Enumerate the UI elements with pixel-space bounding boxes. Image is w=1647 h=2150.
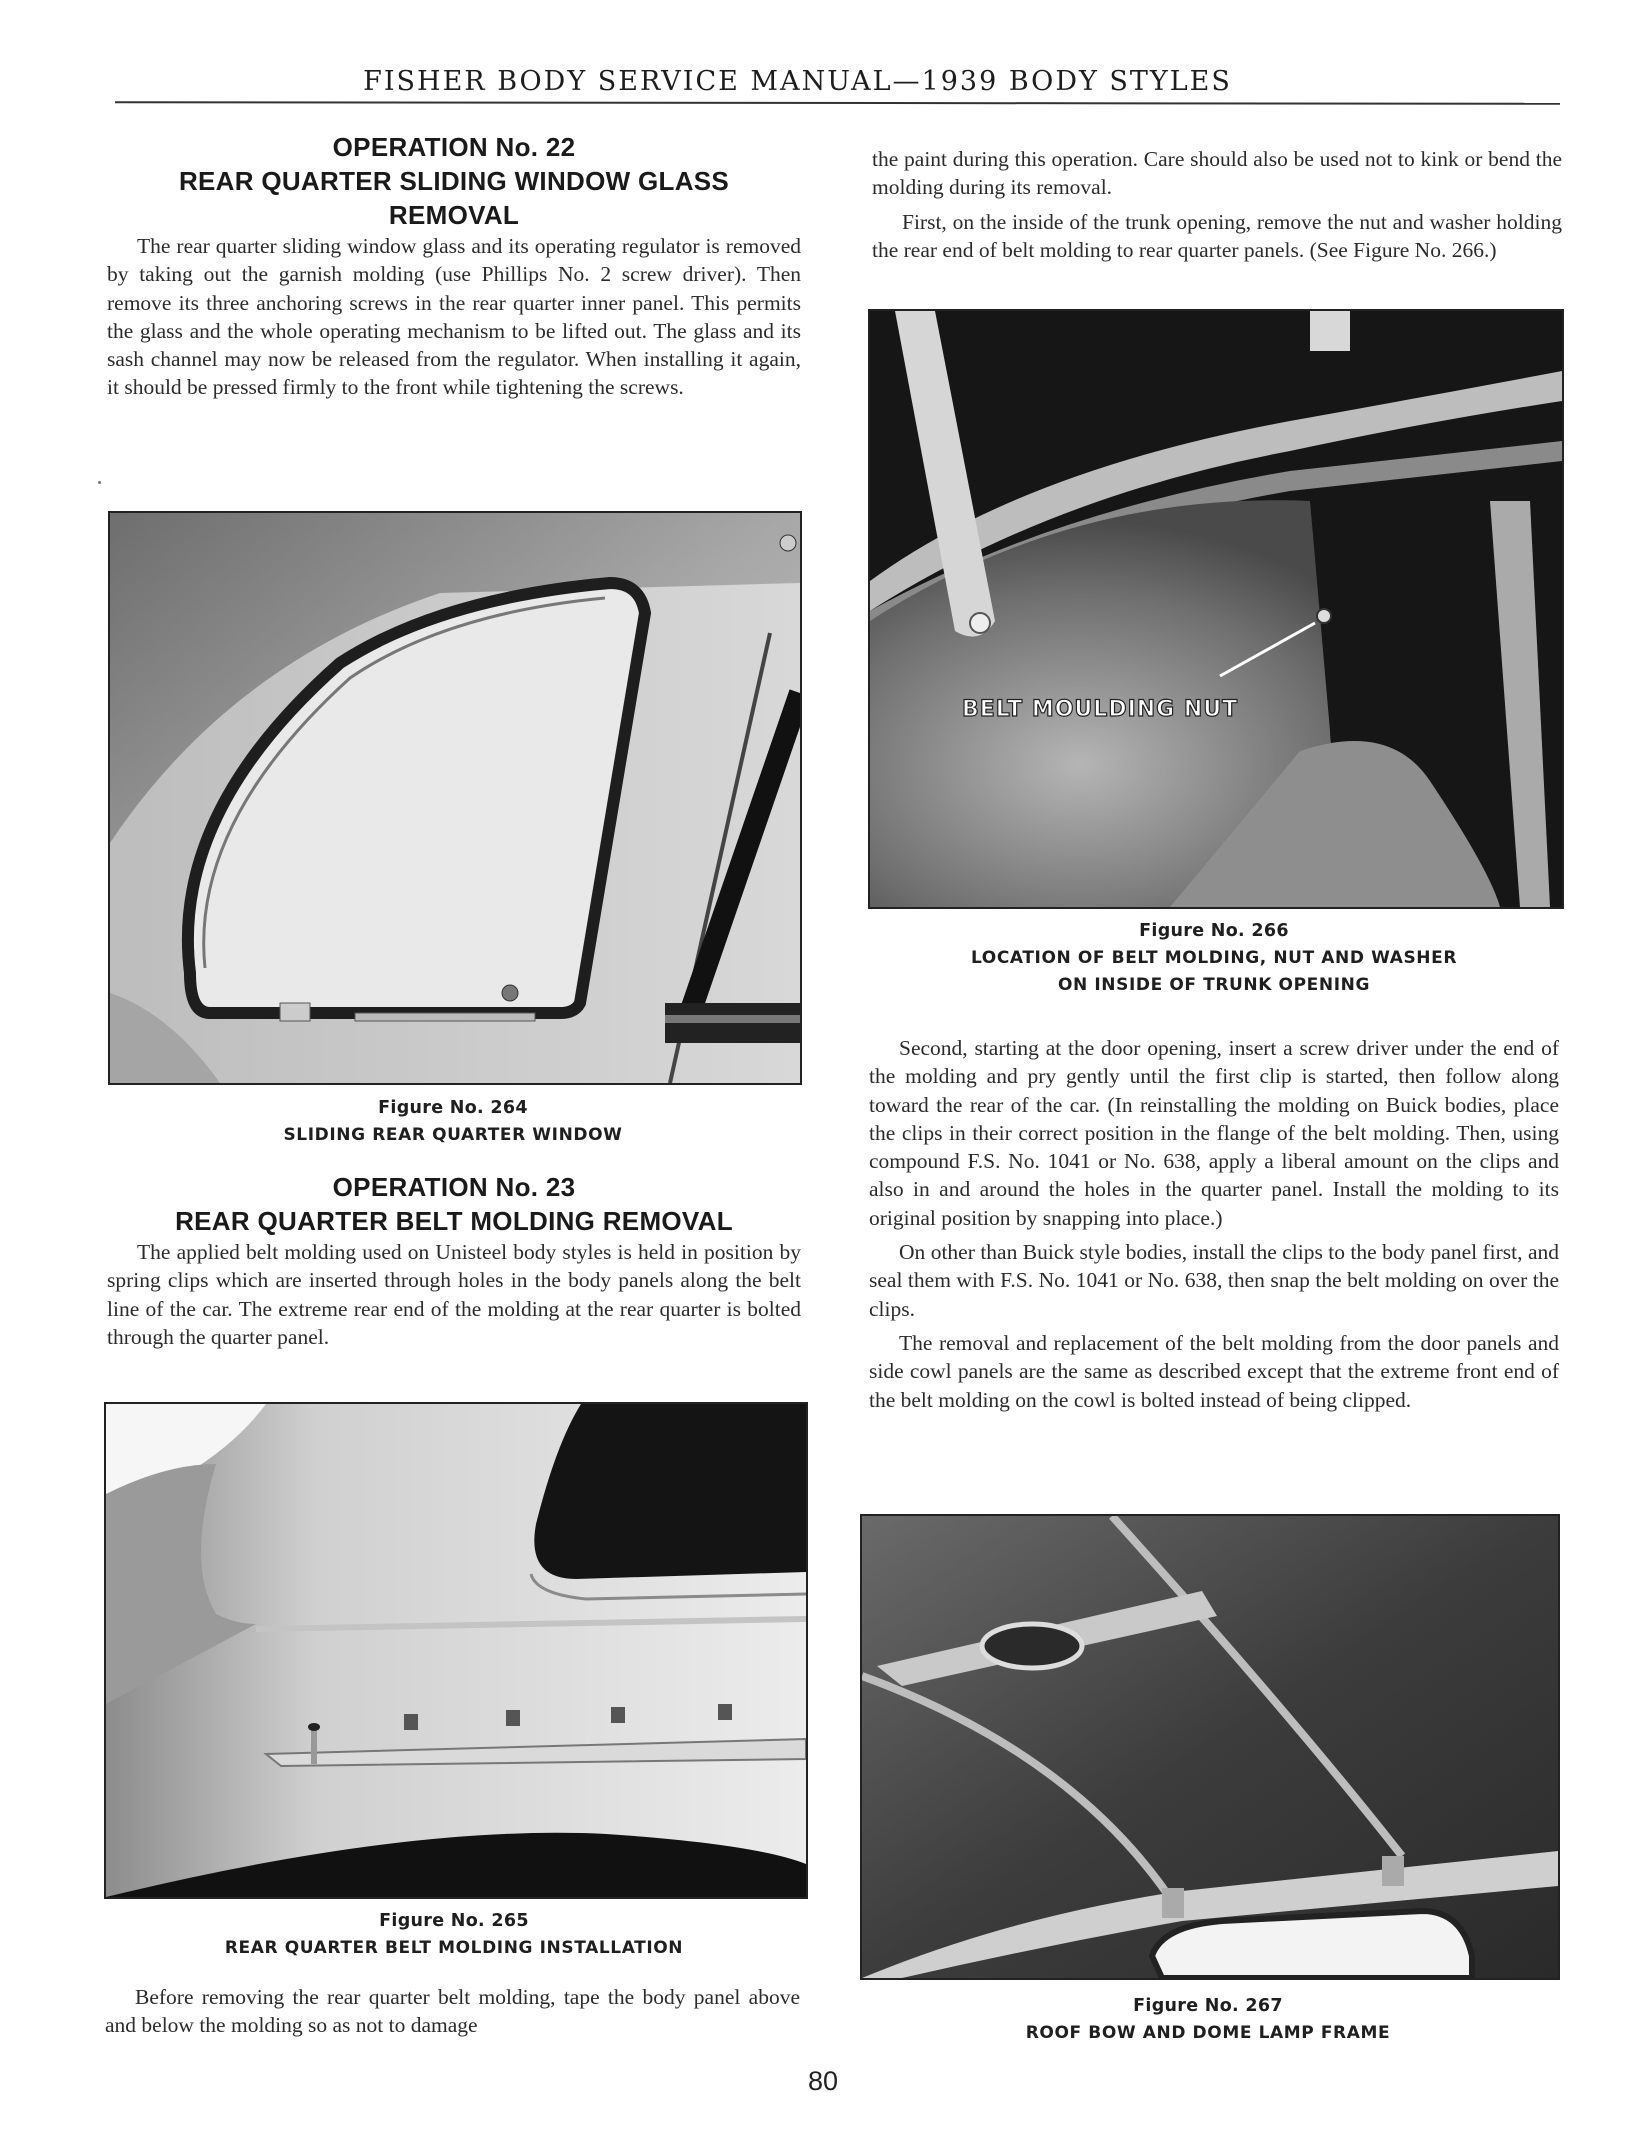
margin-mark xyxy=(98,481,101,484)
operation-22-heading xyxy=(107,130,801,232)
figure-265-number: Figure No. 265 xyxy=(379,1911,529,1931)
figure-264-number: Figure No. 264 xyxy=(378,1098,528,1118)
running-header: FISHER BODY SERVICE MANUAL—1939 BODY STYLES xyxy=(363,66,1232,97)
roof-bow-illustration xyxy=(862,1516,1558,1978)
figure-266-title-line2: ON INSIDE OF TRUNK OPENING xyxy=(1057,975,1370,995)
figure-266-photo xyxy=(868,309,1564,909)
paragraph-removal-replacement: The removal and replacement of the belt molding from the door panels and side cowl panels are the same as described except that the extreme front end of the belt molding on the cowl is bolted instead of being clipped. xyxy=(869,1330,1559,1412)
left-column xyxy=(107,130,801,402)
operation-23-title: REAR QUARTER BELT MOLDING REMOVAL xyxy=(175,1206,733,1236)
operation-23-section xyxy=(107,1170,801,1351)
figure-267-photo xyxy=(860,1514,1560,1980)
operation-23-heading xyxy=(107,1170,801,1238)
right-column-top xyxy=(872,145,1562,264)
figure-267-caption xyxy=(860,1993,1556,2047)
operation-22-number: OPERATION No. 22 xyxy=(332,132,576,162)
figure-265-photo xyxy=(104,1402,808,1899)
header-rule xyxy=(115,101,1560,105)
paragraph-second: Second, starting at the door opening, insert a screw driver under the end of the molding and pry gently until the first clip is started, then follow along toward the rear of the car. (In reinstalling the molding on Buick bodies, place the clips in their correct position in the flange of the belt molding. Then, using compound F.S. No. 1041 or No. 638, apply a liberal amount on the clips and also in and around the holes in the quarter panel. Install the molding to its original position by snapping into place.) xyxy=(869,1036,1559,1230)
figure-266-number: Figure No. 266 xyxy=(1139,921,1289,941)
paragraph-first: First, on the inside of the trunk opening, remove the nut and washer holding the rear end of belt molding to rear quarter panels. (See Figure No. 266.) xyxy=(872,209,1562,262)
operation-23-number: OPERATION No. 23 xyxy=(332,1172,576,1202)
figure-264-caption xyxy=(108,1095,798,1149)
sliding-window-illustration xyxy=(110,513,800,1083)
right-column-body xyxy=(869,1034,1559,1414)
figure-265-caption xyxy=(104,1908,804,1962)
belt-molding-illustration xyxy=(106,1404,806,1897)
figure-266-caption xyxy=(868,918,1560,999)
belt-moulding-nut-label: BELT MOULDING NUT xyxy=(962,697,1239,722)
trunk-opening-illustration xyxy=(870,311,1562,907)
figure-267-number: Figure No. 267 xyxy=(1133,1996,1283,2016)
operation-22-title-line1: REAR QUARTER SLIDING WINDOW GLASS xyxy=(178,166,730,196)
operation-22-body: The rear quarter sliding window glass and its operating regulator is removed by taking out the garnish molding (use Phillips No. 2 screw driver). Then remove its three anchoring screws in the rear quarter inner panel. This permits the glass and the whole operating mechanism to be lifted out. The glass and its sash channel may now be released from the regulator. When installing it again, it should be pressed firmly to the front while tightening the screws. xyxy=(107,234,801,400)
operation-22-title-line2: REMOVAL xyxy=(388,200,520,230)
page-number: 80 xyxy=(808,2066,839,2096)
figure-267-title: ROOF BOW AND DOME LAMP FRAME xyxy=(1025,2023,1391,2043)
paragraph-continued: the paint during this operation. Care should also be used not to kink or bend the molding during its removal. xyxy=(872,147,1562,200)
figure-265-title: REAR QUARTER BELT MOLDING INSTALLATION xyxy=(224,1938,684,1958)
figure-266-title-line1: LOCATION OF BELT MOLDING, NUT AND WASHER xyxy=(970,948,1458,968)
operation-23-body: The applied belt molding used on Unisteel body styles is held in position by spring clips which are inserted through holes in the body panels along the belt line of the car. The extreme rear end of the molding at the rear quarter is bolted through the quarter panel. xyxy=(107,1240,801,1349)
closing-paragraph: Before removing the rear quarter belt molding, tape the body panel above and below the molding so as not to damage xyxy=(105,1985,800,2038)
closing-paragraph-section xyxy=(105,1983,800,2040)
figure-264-photo xyxy=(108,511,802,1085)
figure-264-title: SLIDING REAR QUARTER WINDOW xyxy=(283,1125,623,1145)
paragraph-other-bodies: On other than Buick style bodies, install the clips to the body panel first, and seal them with F.S. No. 1041 or No. 638, then snap the belt molding on over the clips. xyxy=(869,1240,1559,1321)
